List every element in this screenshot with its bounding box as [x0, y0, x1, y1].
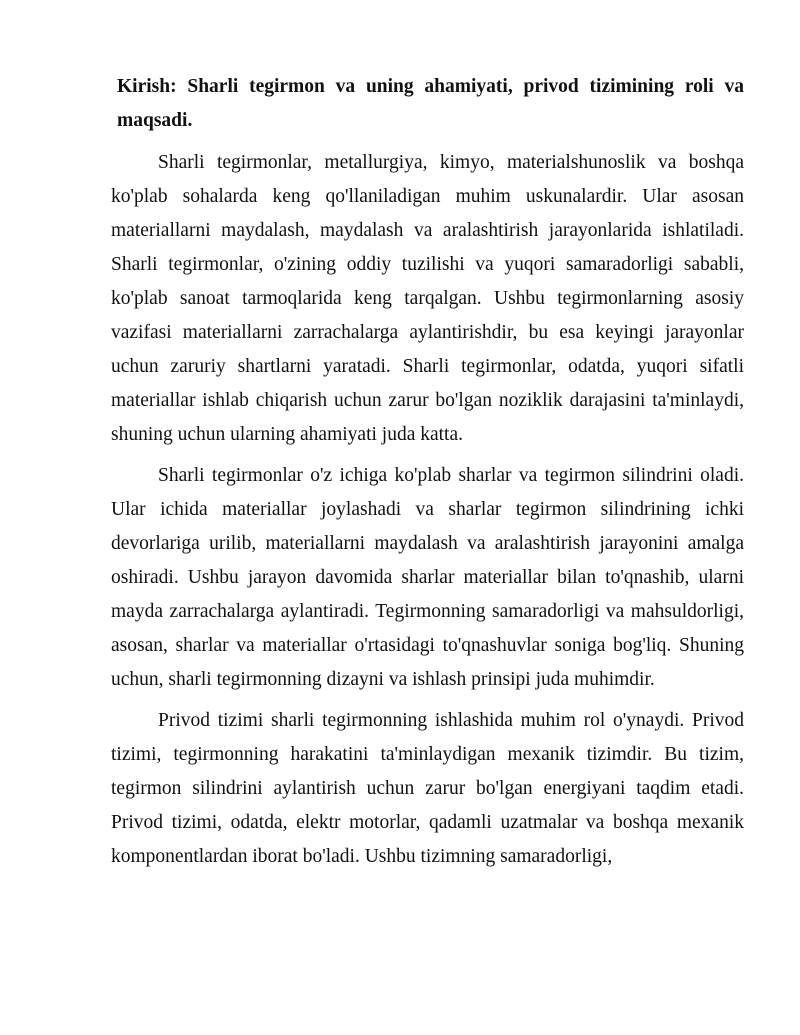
- paragraph-2: Sharli tegirmonlar o'z ichiga ko'plab sharlar va tegirmon silindrini oladi. Ular ichida materiallar joylashadi va sharlar tegirmon silindrining ichki devorlariga urilib, materiallarni maydalash va aralashtirish jarayonini amalga oshiradi. Ushbu jarayon davomida sharlar materiallar bilan to'qnashib, ularni mayda zarrachalarga aylantiradi. Tegirmonning samaradorligi va mahsuldorligi, asosan, sharlar va materiallar o'rtasidagi to'qnashuvlar soniga bog'liq. Shuning uchun, sharli tegirmonning dizayni va ishlash prinsipi juda muhimdir.: [111, 465, 744, 690]
- document-body: [111, 70, 744, 881]
- paragraph-1: Sharli tegirmonlar, metallurgiya, kimyo, materialshunoslik va boshqa ko'plab sohalarda keng qo'llaniladigan muhim uskunalardir. Ular asosan materiallarni maydalash, maydalash va aralashtirish jarayonlarida ishlatiladi. Sharli tegirmonlar, o'zining oddiy tuzilishi va yuqori samaradorligi sababli, ko'plab sanoat tarmoqlarida keng tarqalgan. Ushbu tegirmonlarning asosiy vazifasi materiallarni zarrachalarga aylantirishdir, bu esa keyingi jarayonlar uchun zaruriy shartlarni yaratadi. Sharli tegirmonlar, odatda, yuqori sifatli materiallar ishlab chiqarish uchun zarur bo'lgan noziklik darajasini ta'minlaydi, shuning uchun ularning ahamiyati juda katta.: [111, 152, 744, 445]
- paragraph-3: Privod tizimi sharli tegirmonning ishlashida muhim rol o'ynaydi. Privod tizimi, tegirmonning harakatini ta'minlaydigan mexanik tizimdir. Bu tizim, tegirmon silindrini aylantirish uchun zarur bo'lgan energiyani taqdim etadi. Privod tizimi, odatda, elektr motorlar, qadamli uzatmalar va boshqa mexanik komponentlardan iborat bo'ladi. Ushbu tizimning samaradorligi,: [111, 710, 744, 867]
- section-heading: Kirish: Sharli tegirmon va uning ahamiyati, privod tizimining roli va maqsadi.: [117, 76, 744, 131]
